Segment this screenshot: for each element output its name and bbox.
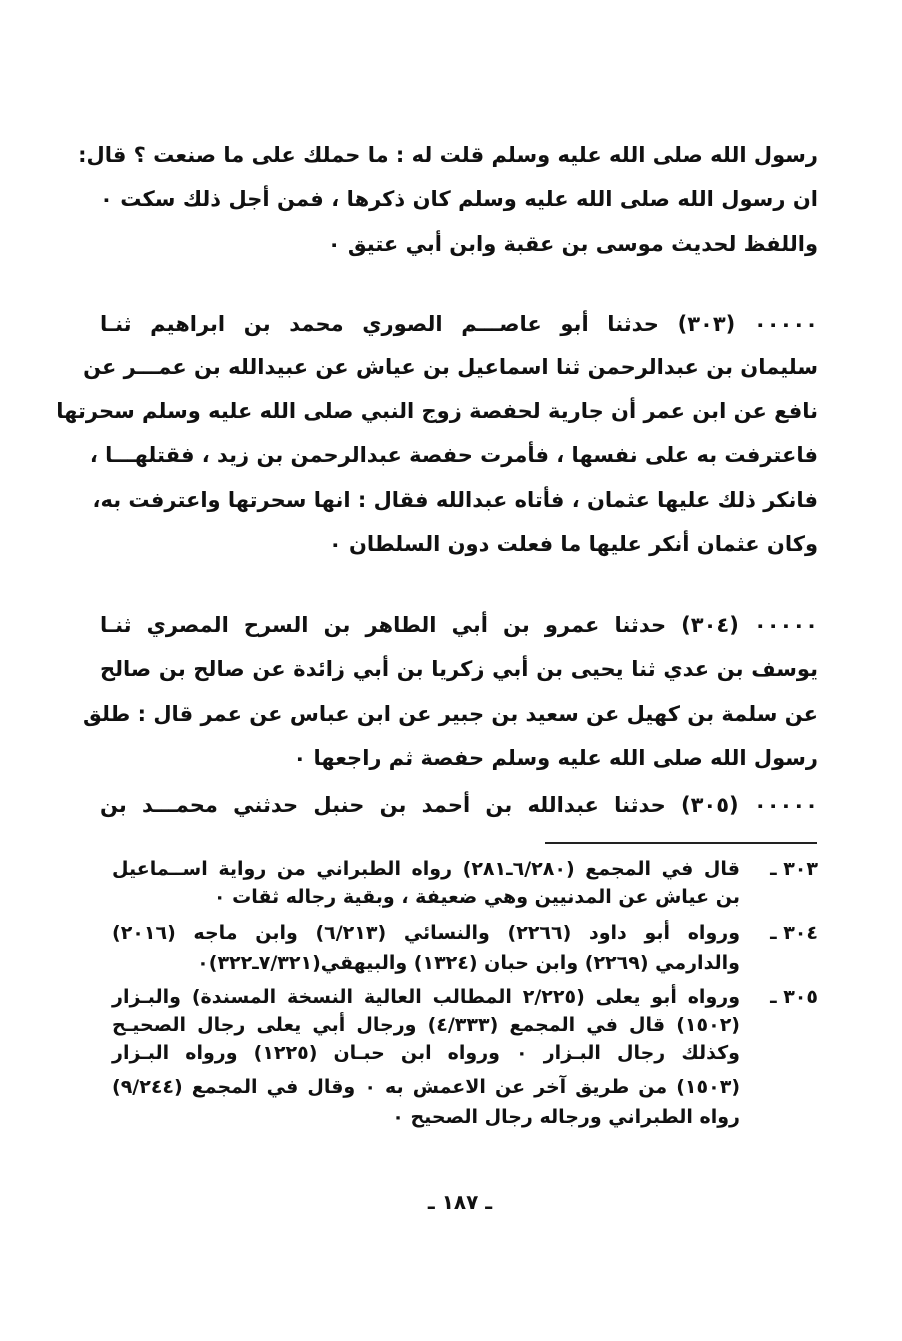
hadith-304-line: رسول الله صلى الله عليه وسلم حفصة ثم راجعها ٠ <box>293 746 818 770</box>
footnote-305-line: (١٥٠٢) قال في المجمع (٤/٣٣٣) ورجال أبي يعلى رجال الصحيـح <box>112 1014 740 1036</box>
hadith-303-line: سليمان بن عبدالرحمن ثنا اسماعيل بن عياش عن عبيدالله بن عمـــر عن <box>83 355 818 379</box>
body-line: ان رسول الله صلى الله عليه وسلم كان ذكرها ، فمن أجل ذلك سكت ٠ <box>100 187 818 211</box>
hadith-303-line: فانكر ذلك عليها عثمان ، فأتاه عبدالله فقال : انها سحرتها واعترفت به، <box>92 488 818 512</box>
hadith-305-line: ٠٠٠٠٠ (٣٠٥) حدثنا عبدالله بن أحمد بن حنبل حدثني محمـــد بن <box>100 793 818 817</box>
hadith-303-line: ٠٠٠٠٠ (٣٠٣) حدثنا أبو عاصـــم الصوري محمد بن ابراهيم ثنـا <box>100 312 818 336</box>
footnote-304-line: والدارمي (٢٢٦٩) وابن حبان (١٣٢٤) والبيهقي(٧/٣٢١ـ٣٢٢)٠ <box>197 952 740 974</box>
footnote-305-line: رواه الطبراني ورجاله رجال الصحيح ٠ <box>392 1106 740 1128</box>
hadith-303-line: وكان عثمان أنكر عليها ما فعلت دون السلطان ٠ <box>328 532 818 556</box>
footnote-303-line: قال في المجمع (٦/٢٨٠ـ٢٨١) رواه الطبراني من رواية اســماعيل <box>112 858 740 880</box>
hadith-303-line: فاعترفت به على نفسها ، فأمرت حفصة عبدالرحمن بن زيد ، فقتلهـــا ، <box>89 443 818 467</box>
footnote-305-line: (١٥٠٣) من طريق آخر عن الاعمش به ٠ وقال في المجمع (٩/٢٤٤) <box>112 1076 740 1098</box>
footnote-303-line: بن عياش عن المدنيين وهي ضعيفة ، وبقية رجاله ثقات ٠ <box>213 886 740 908</box>
hadith-303-line: نافع عن ابن عمر أن جارية لحفصة زوج النبي صلى الله عليه وسلم سحرتها <box>56 399 818 423</box>
footnote-305-line: وكذلك رجال البـزار ٠ ورواه ابن حبـان (١٢٢٥) ورواه البـزار <box>112 1042 740 1064</box>
hadith-304-line: ٠٠٠٠٠ (٣٠٤) حدثنا عمرو بن أبي الطاهر بن السرح المصري ثنـا <box>100 613 818 637</box>
body-line: واللفظ لحديث موسى بن عقبة وابن أبي عتيق ٠ <box>327 232 818 256</box>
footnote-303-number: ٣٠٣ ـ <box>770 858 818 880</box>
footnote-separator <box>545 842 817 844</box>
footnote-305-line: ورواه أبو يعلى (٢/٢٢٥ المطالب العالية النسخة المسندة) والبـزار <box>112 986 741 1008</box>
page-number: ـ ١٨٧ ـ <box>427 1190 493 1214</box>
hadith-304-line: يوسف بن عدي ثنا يحيى بن أبي زكريا بن أبي زائدة عن صالح بن صالح <box>100 657 818 681</box>
body-line: رسول الله صلى الله عليه وسلم قلت له : ما حملك على ما صنعت ؟ قال: <box>78 143 818 167</box>
hadith-304-line: عن سلمة بن كهيل عن سعيد بن جبير عن ابن عباس عن عمر قال : طلق <box>83 702 818 726</box>
footnote-305-number: ٣٠٥ ـ <box>770 986 818 1008</box>
footnote-304-line: ورواه أبو داود (٢٢٦٦) والنسائي (٦/٢١٣) وابن ماجه (٢٠١٦) <box>112 922 740 944</box>
footnote-304-number: ٣٠٤ ـ <box>770 922 818 944</box>
